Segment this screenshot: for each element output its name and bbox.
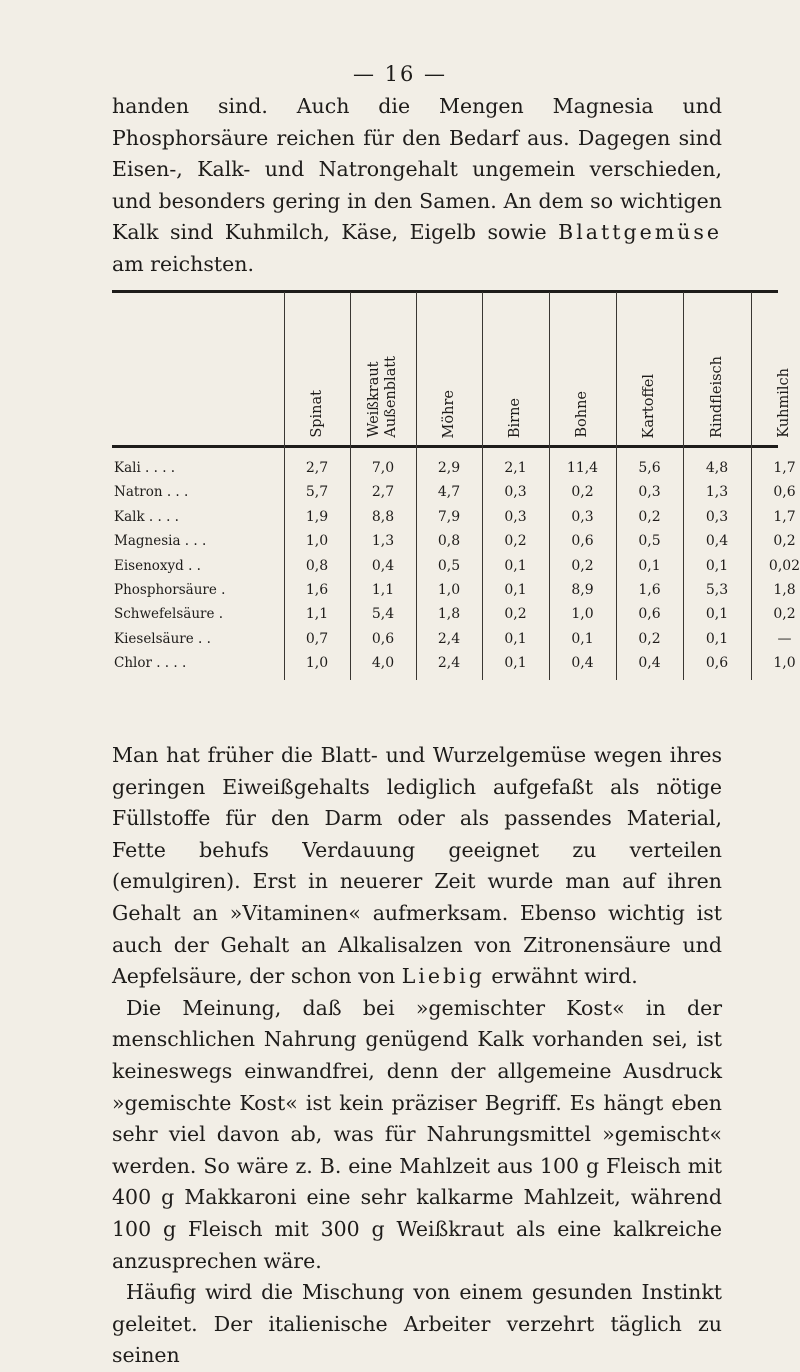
table-cell: 0,1 xyxy=(504,655,527,672)
table-cell: 1,6 xyxy=(638,582,661,598)
table-cell: 5,6 xyxy=(638,460,661,476)
column-header xyxy=(549,300,616,438)
table-cell: 1,7 xyxy=(773,508,796,525)
page-number: — 16 — xyxy=(352,62,448,86)
table-cell: 0,2 xyxy=(504,533,527,550)
table-cell: 8,8 xyxy=(371,508,395,525)
table-cell: 0,2 xyxy=(571,557,594,574)
row-label: Kalk . . . . xyxy=(114,508,179,525)
table-cell: 0,2 xyxy=(571,484,594,501)
row-label: Kieselsäure . . xyxy=(114,630,211,647)
intro-emphasis: Blattgemüse xyxy=(558,220,722,245)
body-text xyxy=(112,740,722,1372)
table-cell: 1,6 xyxy=(305,582,329,598)
table-cell: 5,7 xyxy=(305,484,329,501)
column-header-label: Weißkraut Außenblatt xyxy=(366,356,399,438)
table-cell: 0,1 xyxy=(705,557,729,574)
table-cell: 2,9 xyxy=(437,460,461,476)
paragraph-1-end: erwähnt wird. xyxy=(484,964,638,989)
table-cell: 0,1 xyxy=(571,630,594,647)
intro-text-start: handen sind. Auch die Mengen Magnesia und Phosphorsäure reichen für den Bedarf aus. Dagegen sind Eisen-, Kalk- und Natrongehalt ungemein verschieden, und besonders gering in den Samen. An dem so wichtigen Kalk sind Kuhmilch, Käse, Eigelb sowie xyxy=(112,94,722,245)
table-cell: 4,0 xyxy=(371,655,395,672)
column-header-label: Bohne xyxy=(574,391,590,438)
table-cell: 1,8 xyxy=(437,606,461,623)
table-cell: 7,0 xyxy=(371,460,395,476)
table-cell: 1,7 xyxy=(773,460,796,476)
column-header xyxy=(284,300,350,438)
table-cell: 0,3 xyxy=(504,508,527,525)
table-cell: 0,5 xyxy=(638,533,661,550)
table-cell: 5,3 xyxy=(705,582,729,598)
column-header xyxy=(616,300,683,438)
table-cell: 0,8 xyxy=(305,557,329,574)
row-label: Eisenoxyd . . xyxy=(114,557,201,574)
table-cell: 0,5 xyxy=(437,557,461,574)
column-header xyxy=(482,300,549,438)
column-header-label: Kuhmilch xyxy=(776,368,792,438)
table-cell: 1,0 xyxy=(305,655,329,672)
table-cell: 0,6 xyxy=(773,484,796,501)
table-cell: 1,0 xyxy=(773,655,796,672)
table-cell: 0,4 xyxy=(571,655,594,672)
table-cell: 0,4 xyxy=(371,557,395,574)
column-header-label: Birne xyxy=(507,397,523,438)
row-label: Schwefelsäure . xyxy=(114,606,224,623)
table-cell: 1,0 xyxy=(305,533,329,550)
nutrient-table xyxy=(112,290,800,712)
row-label: Chlor . . . . xyxy=(114,655,187,672)
paragraph-3: Häufig wird die Mischung von einem gesunden Instinkt geleitet. Der italienische Arbeiter verzehrt täglich zu seinen xyxy=(112,1280,722,1368)
table-top-rule xyxy=(112,290,778,293)
column-header xyxy=(751,300,800,438)
table-cell: 0,6 xyxy=(638,606,661,623)
table-cell: — xyxy=(777,630,792,647)
table-cell: 2,7 xyxy=(371,484,395,501)
row-label: Natron . . . xyxy=(114,484,189,501)
table-cell: 0,7 xyxy=(305,630,329,647)
table-cell: 0,3 xyxy=(705,508,729,525)
intro-text-end: am reichsten. xyxy=(112,251,254,276)
table-cell: 0,1 xyxy=(504,630,527,647)
column-header xyxy=(350,300,416,438)
table-header-rule xyxy=(112,445,778,448)
table-cell: 1,9 xyxy=(305,508,329,525)
table-cell: 0,6 xyxy=(571,533,594,550)
table-cell: 0,6 xyxy=(371,630,395,647)
table-cell: 0,3 xyxy=(638,484,661,501)
column-header-label: Kartoffel xyxy=(641,373,657,438)
table-cell: 1,0 xyxy=(437,582,461,598)
table-cell: 0,2 xyxy=(773,533,796,550)
table-cell: 1,8 xyxy=(773,582,796,598)
table-cell: 0,1 xyxy=(638,557,661,574)
table-cell: 0,2 xyxy=(638,508,661,525)
row-label: Kali . . . . xyxy=(114,460,176,476)
table-cell: 4,8 xyxy=(705,460,729,476)
table-cell: 1,3 xyxy=(705,484,729,501)
row-label: Magnesia . . . xyxy=(114,533,207,550)
table-cell: 2,4 xyxy=(437,655,461,672)
table-cell: 2,1 xyxy=(504,460,527,476)
table-cell: 0,8 xyxy=(437,533,461,550)
column-header-label: Rindfleisch xyxy=(708,356,725,438)
table-cell: 1,1 xyxy=(371,582,395,598)
column-header xyxy=(683,300,751,438)
table-cell: 2,7 xyxy=(305,460,329,476)
table-cell: 0,1 xyxy=(705,630,729,647)
table-cell: 0,02 xyxy=(768,557,800,574)
column-header-label: Spinat xyxy=(308,390,325,438)
table-cell: 0,3 xyxy=(504,484,527,501)
table-cell: 8,9 xyxy=(571,582,594,598)
author-name: Liebig xyxy=(401,964,485,989)
table-cell: 7,9 xyxy=(437,508,461,525)
table-cell: 0,6 xyxy=(705,655,729,672)
table-cell: 0,2 xyxy=(504,606,527,623)
table-cell: 0,1 xyxy=(705,606,729,623)
paragraph-1-start: Man hat früher die Blatt- und Wurzelgemüse wegen ihres geringen Eiweißgehalts lediglich aufgefaßt als nötige Füllstoffe für den Darm oder als passendes Material, Fette behufs Verdauung geeignet zu verteilen (emulgiren). Erst in neuerer Zeit wurde man auf ihren Gehalt an »Vitaminen« aufmerksam. Ebenso wichtig ist auch der Gehalt an Alkalisalzen von Zitronensäure und Aepfelsäure, der schon von xyxy=(112,743,722,989)
column-header xyxy=(416,300,482,438)
row-label: Phosphorsäure . xyxy=(114,582,226,598)
table-cell: 0,1 xyxy=(504,582,527,598)
intro-paragraph xyxy=(112,91,722,281)
table-cell: 1,1 xyxy=(305,606,329,623)
table-cell: 0,2 xyxy=(773,606,796,623)
table-cell: 2,4 xyxy=(437,630,461,647)
table-cell: 11,4 xyxy=(566,460,599,476)
paragraph-2: Die Meinung, daß bei »gemischter Kost« in der menschlichen Nahrung genügend Kalk vorhanden sei, ist keineswegs einwandfrei, denn der allgemeine Ausdruck »gemischte Kost« ist kein präziser Begriff. Es hängt eben sehr viel davon ab, was für Nahrungsmittel »gemischt« werden. So wäre z. B. eine Mahlzeit aus 100 g Fleisch mit 400 g Makkaroni eine sehr kalkarme Mahlzeit, während 100 g Fleisch mit 300 g Weißkraut als eine kalkreiche anzusprechen wäre. xyxy=(112,995,722,1273)
table-cell: 1,3 xyxy=(371,533,395,550)
table-cell: 4,7 xyxy=(437,484,461,501)
table-cell: 0,2 xyxy=(638,630,661,647)
table-cell: 0,4 xyxy=(638,655,661,672)
column-header-label: Möhre xyxy=(440,389,457,438)
table-cell: 0,4 xyxy=(705,533,729,550)
table-cell: 0,3 xyxy=(571,508,594,525)
table-cell: 1,0 xyxy=(571,606,594,623)
table-cell: 5,4 xyxy=(371,606,395,623)
table-cell: 0,1 xyxy=(504,557,527,574)
